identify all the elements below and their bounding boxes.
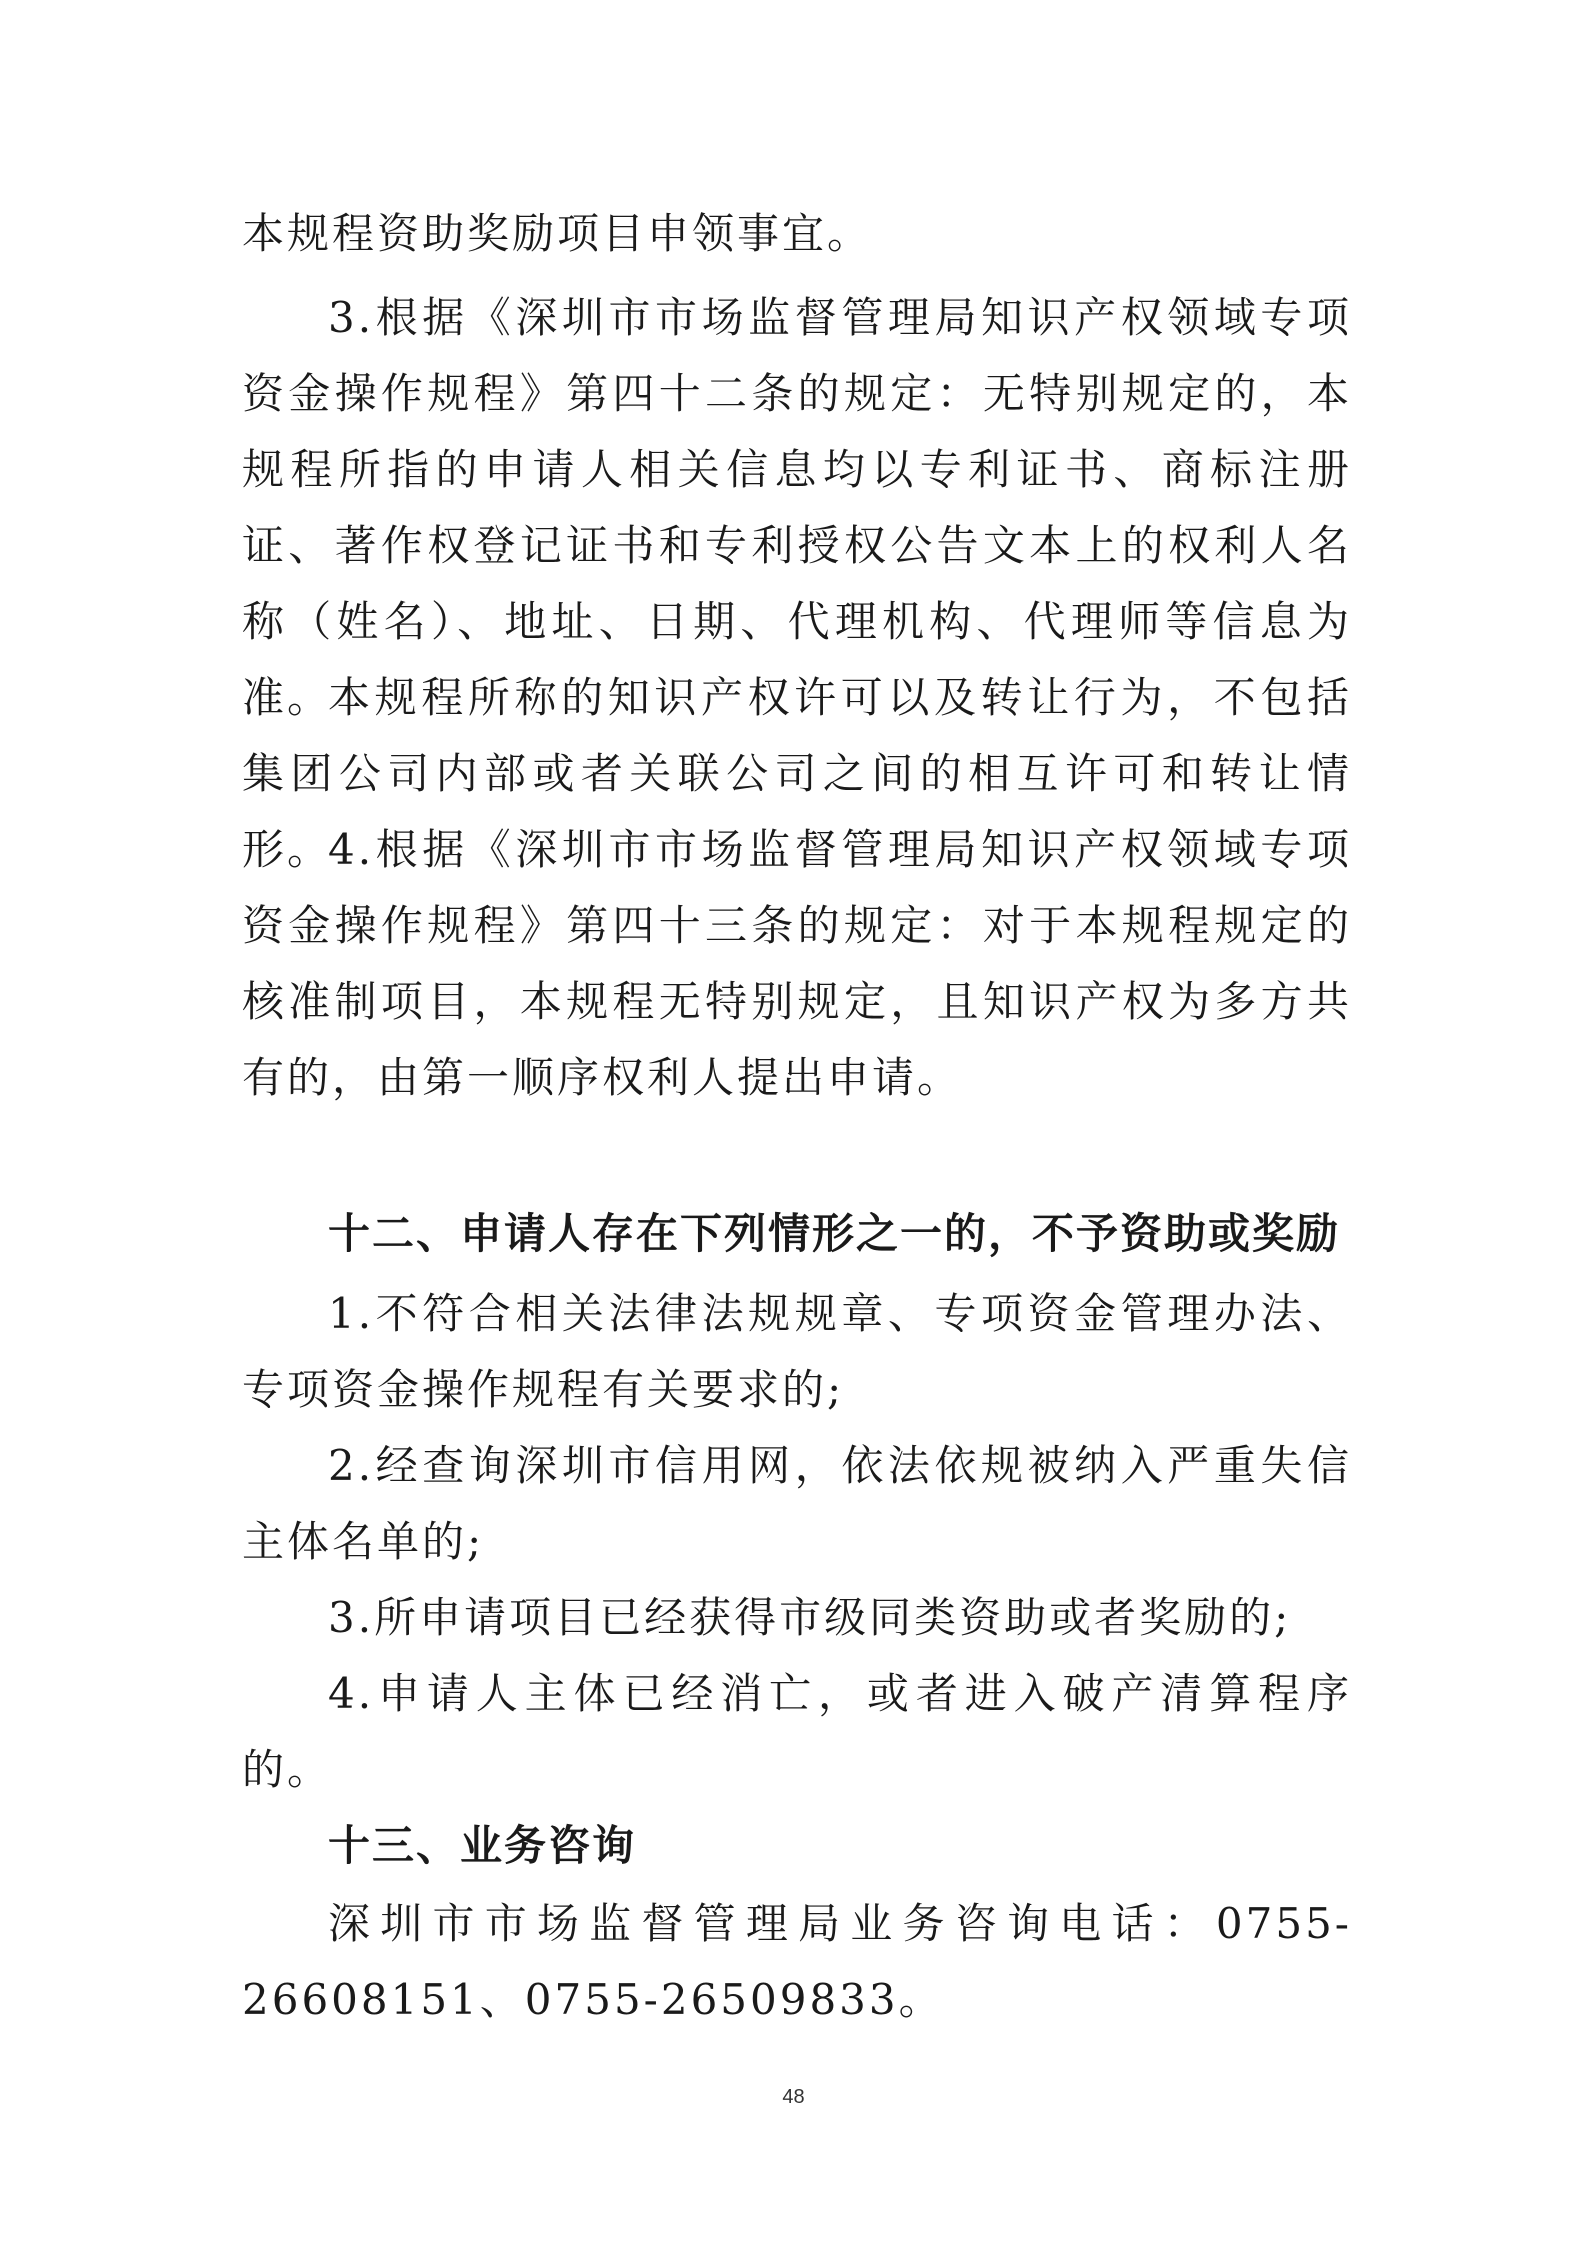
paragraph-license-transfer: 本规程所称的知识产权许可以及转让行为，不包括集团公司内部或者关联公司之间的相互许可和转让情形。 bbox=[242, 673, 1352, 874]
section-13-heading: 十三、业务咨询 bbox=[328, 1821, 637, 1870]
section-12-item-3: 3.所申请项目已经获得市级同类资助或者奖励的; bbox=[328, 1593, 1292, 1642]
paragraph-article-43: 4.根据《深圳市市场监督管理局知识产权领域专项资金操作规程》第四十三条的规定：对于本规程规定的核准制项目，本规程无特别规定，且知识产权为多方共有的，由第一顺序权利人提出申请。 bbox=[242, 825, 1352, 1102]
section-12-item-2: 2.经查询深圳市信用网，依法依规被纳入严重失信主体名单的; bbox=[242, 1441, 1352, 1566]
section-12-heading: 十二、申请人存在下列情形之一的，不予资助或奖励 bbox=[328, 1209, 1341, 1258]
section-13-consult-phone: 深圳市市场监督管理局业务咨询电话：0755-26608151、0755-26509833。 bbox=[242, 1899, 1352, 2024]
paragraph-continuation: 本规程资助奖励项目申领事宜。 bbox=[242, 209, 873, 258]
section-12-item-1: 1.不符合相关法律法规规章、专项资金管理办法、专项资金操作规程有关要求的; bbox=[242, 1289, 1352, 1414]
paragraph-article-42: 3.根据《深圳市市场监督管理局知识产权领域专项资金操作规程》第四十二条的规定：无特别规定的，本规程所指的申请人相关信息均以专利证书、商标注册证、著作权登记证书和专利授权公告文本上的权利人名称（姓名）、地址、日期、代理机构、代理师等信息为准。 bbox=[242, 293, 1352, 722]
section-12-item-4: 4.申请人主体已经消亡，或者进入破产清算程序的。 bbox=[242, 1669, 1352, 1794]
page-number: 48 bbox=[782, 2086, 805, 2108]
